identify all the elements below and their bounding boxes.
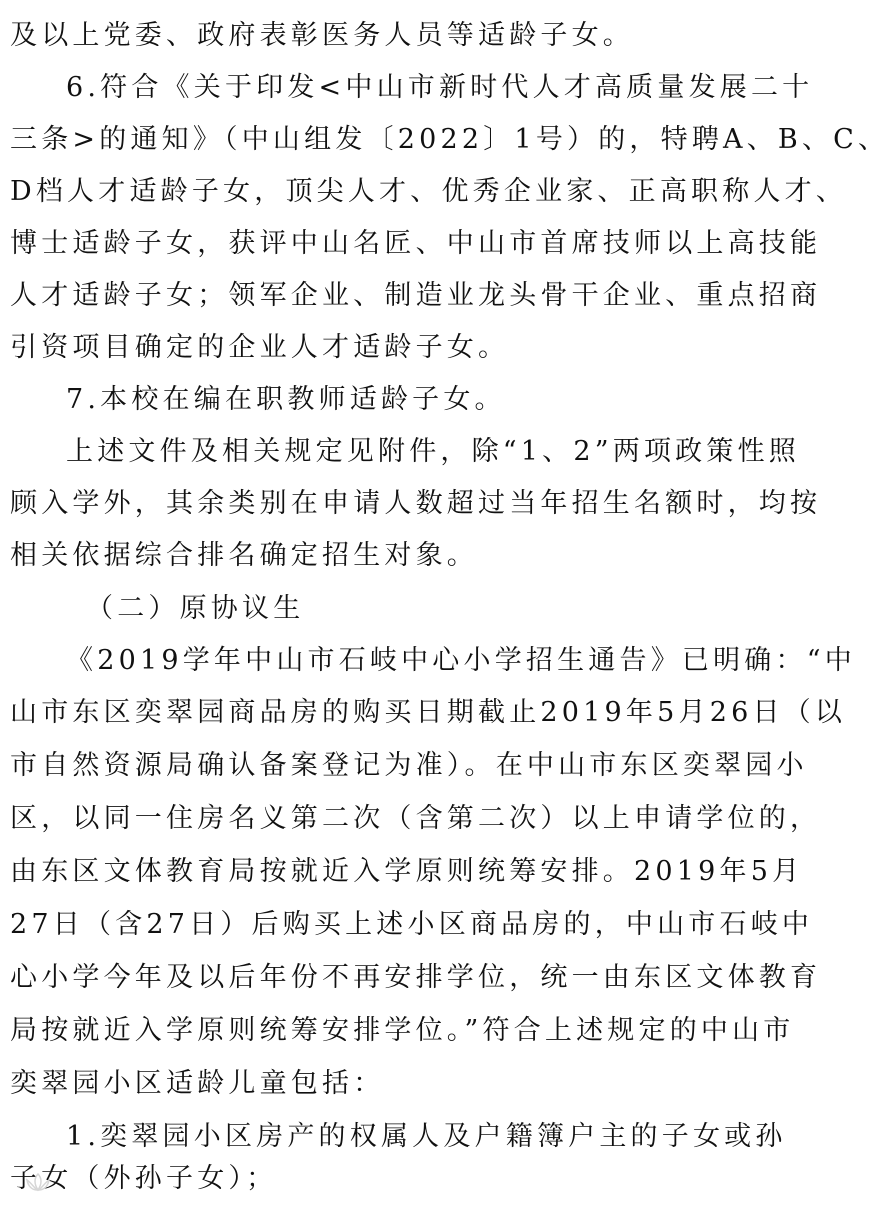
line-text: 6.符合《关于印发<中山市新时代人才高质量发展二十: [66, 72, 814, 103]
line-text: 局按就近入学原则统筹安排学位。”符合上述规定的中山市: [10, 1015, 795, 1046]
line-text: 心小学今年及以后年份不再安排学位，统一由东区文体教育: [10, 962, 822, 993]
line-text: 相关依据综合排名确定招生对象。: [10, 540, 478, 571]
line-text: 市自然资源局确认备案登记为准）。在中山市东区奕翠园小: [10, 750, 808, 781]
line-text: D档人才适龄子女，顶尖人才、优秀企业家、正高职称人才、: [10, 176, 848, 207]
text-line-14: [0, 684, 847, 742]
line-text: 1.奕翠园小区房产的权属人及户籍簿户主的子女或孙: [66, 1121, 787, 1152]
text-line-15: [0, 737, 808, 795]
watermark-logo-icon: [24, 1172, 52, 1192]
text-line-16: [0, 790, 822, 848]
text-line-5: [0, 215, 822, 273]
text-line-19: [0, 949, 822, 1007]
text-line-1: [0, 7, 777, 65]
line-text: 由东区文体教育局按就近入学原则统筹安排。2019年5月: [10, 856, 804, 887]
text-line-17: [0, 843, 804, 901]
text-line-6: [0, 267, 822, 325]
text-line-18: [0, 896, 814, 954]
line-text: 区，以同一住房名义第二次（含第二次）以上申请学位的，: [10, 803, 822, 834]
text-line-7: [0, 319, 777, 377]
text-line-13: [0, 632, 856, 690]
text-line-8: [0, 371, 777, 429]
text-line-11: [0, 527, 777, 585]
line-text: 顾入学外，其余类别在申请人数超过当年招生名额时，均按: [10, 488, 822, 519]
line-text: 及以上党委、政府表彰医务人员等适龄子女。: [10, 20, 634, 51]
text-line-3: [0, 111, 889, 169]
text-line-10: [0, 475, 822, 533]
text-line-23: [0, 1150, 777, 1208]
text-line-4: [0, 163, 848, 221]
line-text: 奕翠园小区适龄儿童包括：: [10, 1068, 385, 1099]
line-text: 《2019学年中山市石岐中心小学招生通告》已明确：“中: [66, 645, 856, 676]
text-line-2: [0, 59, 814, 117]
line-text: 引资项目确定的企业人才适龄子女。: [10, 332, 510, 363]
line-text: 山市东区奕翠园商品房的购买日期截止2019年5月26日（以: [10, 697, 847, 728]
text-line-21: [0, 1055, 777, 1113]
line-text: 上述文件及相关规定见附件，除“1、2”两项政策性照: [66, 436, 800, 467]
line-text: 博士适龄子女，获评中山名匠、中山市首席技师以上高技能: [10, 228, 822, 259]
line-text: 三条>的通知》（中山组发〔2022〕1号）的，特聘A、B、C、: [10, 124, 889, 155]
section-heading: [0, 580, 777, 638]
text-line-9: [0, 423, 800, 481]
line-text: 27日（含27日）后购买上述小区商品房的，中山市石岐中: [10, 909, 814, 940]
text-line-20: [0, 1002, 795, 1060]
section-heading-text: （二）原协议生: [86, 593, 305, 624]
line-text: 子女（外孙子女）；: [10, 1163, 278, 1194]
line-text: 人才适龄子女；领军企业、制造业龙头骨干企业、重点招商: [10, 280, 822, 311]
line-text: 7.本校在编在职教师适龄子女。: [66, 384, 506, 415]
